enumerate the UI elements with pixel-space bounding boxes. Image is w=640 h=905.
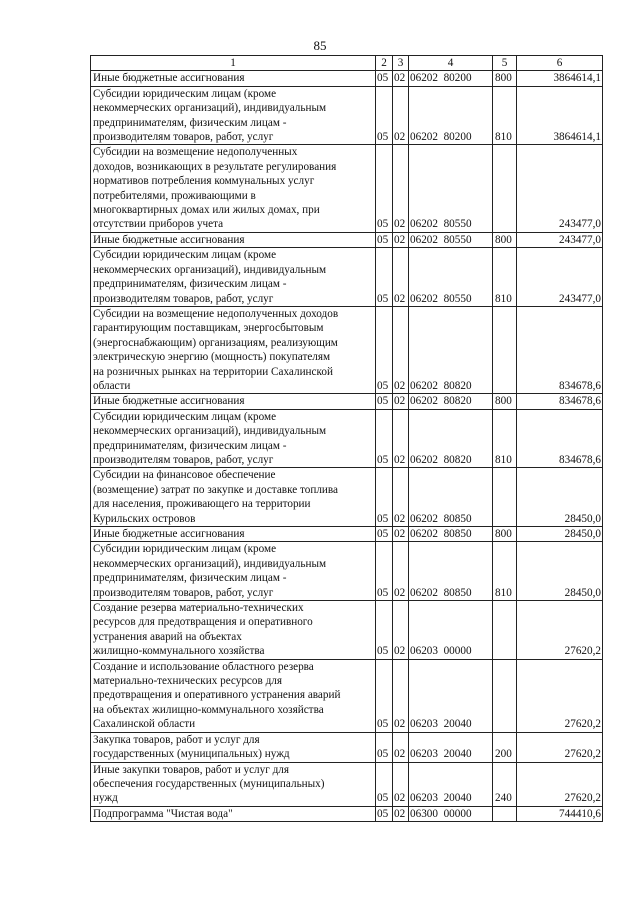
- cell-subsection: 02: [393, 409, 409, 468]
- cell-subsection: 02: [393, 468, 409, 527]
- cell-section: 05: [376, 527, 393, 542]
- cell-target-article: 06203 00000: [409, 601, 493, 660]
- table-row: [91, 762, 603, 806]
- table-row: [91, 145, 603, 232]
- budget-table: [90, 55, 603, 822]
- cell-name: Подпрограмма "Чистая вода": [91, 806, 376, 821]
- cell-amount: 28450,0: [517, 468, 603, 527]
- cell-section: 05: [376, 732, 393, 762]
- cell-amount: 28450,0: [517, 542, 603, 601]
- cell-subsection: 02: [393, 806, 409, 821]
- cell-subsection: 02: [393, 394, 409, 409]
- cell-expense-type: 810: [493, 409, 517, 468]
- cell-expense-type: 800: [493, 232, 517, 247]
- table-header-row: [91, 56, 603, 71]
- cell-target-article: 06202 80200: [409, 86, 493, 145]
- cell-name: Субсидии юридическим лицам (кроме некоммерческих организаций), индивидуальным предпринимателям, физическим лицам - производителям товаров, работ, услуг: [91, 248, 376, 307]
- cell-expense-type: 200: [493, 732, 517, 762]
- page-number: 85: [313, 38, 327, 53]
- cell-section: 05: [376, 394, 393, 409]
- cell-name: Субсидии на финансовое обеспечение (возмещение) затрат по закупке и доставке топлива для населения, проживающего на территории Курильских островов: [91, 468, 376, 527]
- cell-amount: 834678,6: [517, 409, 603, 468]
- header-col-3: 3: [393, 56, 409, 71]
- cell-amount: 243477,0: [517, 145, 603, 232]
- header-col-2: 2: [376, 56, 393, 71]
- cell-name: Субсидии юридическим лицам (кроме некоммерческих организаций), индивидуальным предпринимателям, физическим лицам - производителям товаров, работ, услуг: [91, 409, 376, 468]
- table-row: [91, 248, 603, 307]
- table-row: [91, 86, 603, 145]
- table-row: [91, 806, 603, 821]
- cell-amount: 3864614,1: [517, 71, 603, 86]
- cell-target-article: 06202 80550: [409, 248, 493, 307]
- cell-subsection: 02: [393, 527, 409, 542]
- cell-expense-type: [493, 659, 517, 732]
- cell-name: Иные закупки товаров, работ и услуг для обеспечения государственных (муниципальных) нужд: [91, 762, 376, 806]
- cell-name: Создание резерва материально-технических ресурсов для предотвращения и оперативного устранения аварий на объектах жилищно-коммунального хозяйства: [91, 601, 376, 660]
- header-col-4: 4: [409, 56, 493, 71]
- cell-target-article: 06202 80850: [409, 468, 493, 527]
- table-row: [91, 409, 603, 468]
- cell-expense-type: [493, 806, 517, 821]
- cell-amount: 834678,6: [517, 394, 603, 409]
- cell-target-article: 06202 80850: [409, 542, 493, 601]
- table-row: [91, 542, 603, 601]
- cell-amount: 28450,0: [517, 527, 603, 542]
- cell-subsection: 02: [393, 86, 409, 145]
- cell-name: Иные бюджетные ассигнования: [91, 527, 376, 542]
- cell-target-article: 06202 80550: [409, 232, 493, 247]
- table-row: [91, 232, 603, 247]
- cell-expense-type: 810: [493, 248, 517, 307]
- cell-subsection: 02: [393, 145, 409, 232]
- cell-name: Иные бюджетные ассигнования: [91, 232, 376, 247]
- cell-subsection: 02: [393, 306, 409, 393]
- cell-section: 05: [376, 542, 393, 601]
- cell-amount: 3864614,1: [517, 86, 603, 145]
- cell-name: Субсидии на возмещение недополученных доходов, возникающих в результате регулирования нормативов потребления коммунальных услуг потребителями, проживающими в многоквартирных домах или жилых домах, при отсутствии приборов учета: [91, 145, 376, 232]
- cell-subsection: 02: [393, 232, 409, 247]
- cell-expense-type: 240: [493, 762, 517, 806]
- table-row: [91, 468, 603, 527]
- table-row: [91, 732, 603, 762]
- cell-expense-type: [493, 145, 517, 232]
- cell-target-article: 06202 80820: [409, 306, 493, 393]
- header-col-5: 5: [493, 56, 517, 71]
- cell-expense-type: 810: [493, 542, 517, 601]
- cell-subsection: 02: [393, 659, 409, 732]
- header-col-1: 1: [91, 56, 376, 71]
- cell-target-article: 06203 20040: [409, 762, 493, 806]
- cell-section: 05: [376, 145, 393, 232]
- cell-subsection: 02: [393, 71, 409, 86]
- cell-name: Субсидии юридическим лицам (кроме некоммерческих организаций), индивидуальным предпринимателям, физическим лицам - производителям товаров, работ, услуг: [91, 86, 376, 145]
- cell-section: 05: [376, 659, 393, 732]
- cell-name: Субсидии на возмещение недополученных доходов гарантирующим поставщикам, энергосбытовым (энергоснабжающим) организациям, реализующим электрическую энергию (мощность) покупателям на розничных рынках на территории Сахалинской области: [91, 306, 376, 393]
- table-row: [91, 71, 603, 86]
- cell-target-article: 06202 80850: [409, 527, 493, 542]
- table-row: [91, 306, 603, 393]
- header-col-6: 6: [517, 56, 603, 71]
- table-body: [91, 56, 603, 822]
- table-row: [91, 601, 603, 660]
- cell-target-article: 06202 80550: [409, 145, 493, 232]
- cell-target-article: 06202 80820: [409, 409, 493, 468]
- table-row: [91, 659, 603, 732]
- cell-subsection: 02: [393, 542, 409, 601]
- cell-name: Субсидии юридическим лицам (кроме некоммерческих организаций), индивидуальным предпринимателям, физическим лицам - производителям товаров, работ, услуг: [91, 542, 376, 601]
- cell-section: 05: [376, 762, 393, 806]
- cell-target-article: 06300 00000: [409, 806, 493, 821]
- cell-expense-type: 800: [493, 527, 517, 542]
- cell-target-article: 06202 80820: [409, 394, 493, 409]
- cell-section: 05: [376, 806, 393, 821]
- cell-section: 05: [376, 248, 393, 307]
- cell-amount: 27620,2: [517, 659, 603, 732]
- cell-target-article: 06203 20040: [409, 732, 493, 762]
- cell-section: 05: [376, 306, 393, 393]
- cell-section: 05: [376, 232, 393, 247]
- cell-expense-type: [493, 601, 517, 660]
- cell-subsection: 02: [393, 601, 409, 660]
- cell-name: Иные бюджетные ассигнования: [91, 394, 376, 409]
- cell-section: 05: [376, 71, 393, 86]
- cell-expense-type: [493, 468, 517, 527]
- cell-amount: 27620,2: [517, 601, 603, 660]
- cell-target-article: 06202 80200: [409, 71, 493, 86]
- cell-subsection: 02: [393, 248, 409, 307]
- cell-expense-type: 800: [493, 394, 517, 409]
- cell-expense-type: 810: [493, 86, 517, 145]
- cell-subsection: 02: [393, 762, 409, 806]
- table-row: [91, 527, 603, 542]
- cell-name: Создание и использование областного резерва материально-технических ресурсов для предотвращения и оперативного устранения аварий на объектах жилищно-коммунального хозяйства Сахалинской области: [91, 659, 376, 732]
- cell-expense-type: 800: [493, 71, 517, 86]
- cell-section: 05: [376, 409, 393, 468]
- cell-amount: 243477,0: [517, 232, 603, 247]
- cell-amount: 834678,6: [517, 306, 603, 393]
- cell-expense-type: [493, 306, 517, 393]
- cell-amount: 744410,6: [517, 806, 603, 821]
- cell-section: 05: [376, 468, 393, 527]
- cell-target-article: 06203 20040: [409, 659, 493, 732]
- cell-section: 05: [376, 601, 393, 660]
- cell-name: Иные бюджетные ассигнования: [91, 71, 376, 86]
- cell-subsection: 02: [393, 732, 409, 762]
- cell-section: 05: [376, 86, 393, 145]
- cell-amount: 243477,0: [517, 248, 603, 307]
- cell-amount: 27620,2: [517, 762, 603, 806]
- cell-amount: 27620,2: [517, 732, 603, 762]
- cell-name: Закупка товаров, работ и услуг для государственных (муниципальных) нужд: [91, 732, 376, 762]
- table-row: [91, 394, 603, 409]
